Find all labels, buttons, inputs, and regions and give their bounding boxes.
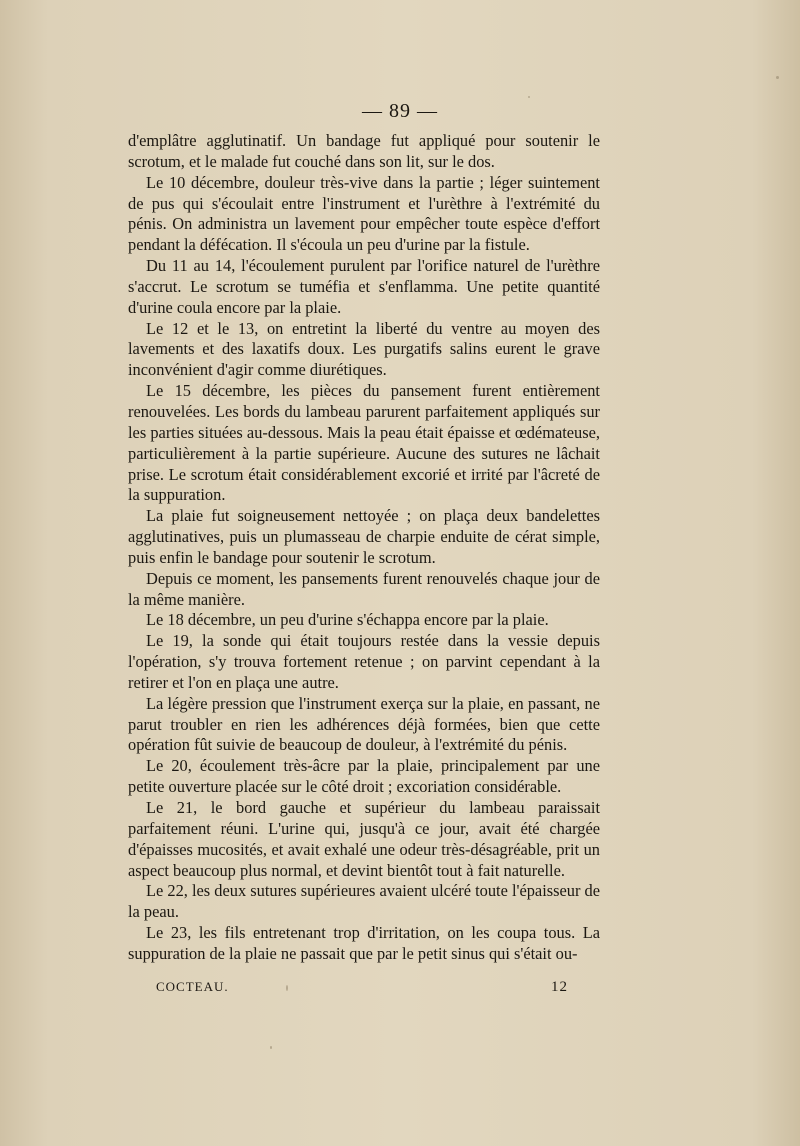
paragraph: d'emplâtre agglutinatif. Un bandage fut appliqué pour soutenir le scrotum, et le malade fut couché dans son lit, sur le dos. [128,131,600,171]
signature-number: 12 [551,979,568,995]
paragraph: Le 21, le bord gauche et supérieur du lambeau paraissait parfaitement réuni. L'urine qui, jusqu'à ce jour, avait été chargée d'épaisses mucosités, et avait exhalé une odeur très-désagréable, prit un aspect beaucoup plus normal, et devint bientôt tout à fait naturelle. [128,798,600,880]
paragraph: Depuis ce moment, les pansements furent renouvelés chaque jour de la même manière. [128,568,600,609]
paragraph: Du 11 au 14, l'écoulement purulent par l'orifice naturel de l'urèthre s'accrut. Le scrotum se tuméfia et s'enflamma. Une petite quantité d'urine coula encore par la plaie. [128,256,600,317]
paragraph: Le 19, la sonde qui était toujours restée dans la vessie depuis l'opération, s'y trouva fortement retenue ; on parvint cependant à la retirer et l'on en plaça une autre. [128,631,600,692]
paragraph: Le 22, les deux sutures supérieures avaient ulcéré toute l'épaisseur de la peau. [128,881,600,922]
paragraph: Le 12 et le 13, on entretint la liberté du ventre au moyen des lavements et des laxatifs doux. Les purgatifs salins eurent le grave inconvénient d'agir comme diurétiques. [128,318,600,380]
paragraph: La plaie fut soigneusement nettoyée ; on plaça deux bandelettes agglutinatives, puis un plumasseau de charpie enduite de cérat simple, puis enfin le bandage pour soutenir le scrotum. [128,506,600,567]
signature-mark: COCTEAU. [156,979,229,994]
paragraph: Le 10 décembre, douleur très-vive dans la partie ; léger suintement de pus qui s'écoulait entre l'instrument et l'urèthre à l'extrémité du pénis. On administra un lavement pour empêcher toute espèce d'effort pendant la défécation. Il s'écoula un peu d'urine par la fistule. [128,172,600,255]
body-text [128,131,600,965]
paragraph: Le 20, écoulement très-âcre par la plaie, principalement par une petite ouverture placée sur le côté droit ; excoriation considérable. [128,756,600,797]
paper-speck [270,1046,272,1049]
paper-speck [776,76,779,79]
page-number: — 89 — [362,100,438,122]
paper-speck [528,96,530,98]
paragraph: Le 15 décembre, les pièces du pansement furent entièrement renouvelées. Les bords du lambeau parurent parfaitement appliqués sur les parties situées au-dessous. Mais la peau était épaisse et œdémateuse, particulièrement à la partie supérieure. Aucune des sutures ne lâchait prise. Le scrotum était considérablement excorié et irrité par l'âcreté de la suppuration. [128,381,600,505]
paragraph: Le 18 décembre, un peu d'urine s'échappa encore par la plaie. [146,610,549,630]
paragraph: Le 23, les fils entretenant trop d'irritation, on les coupa tous. La suppuration de la plaie ne passait que par le petit sinus qui s'était ou- [128,923,600,963]
paper-speck [286,985,288,991]
paragraph: La légère pression que l'instrument exerça sur la plaie, en passant, ne parut troubler en rien les adhérences déjà formées, bien que cette opération fût suivie de beaucoup de douleur, à l'extrémité du pénis. [128,693,600,755]
